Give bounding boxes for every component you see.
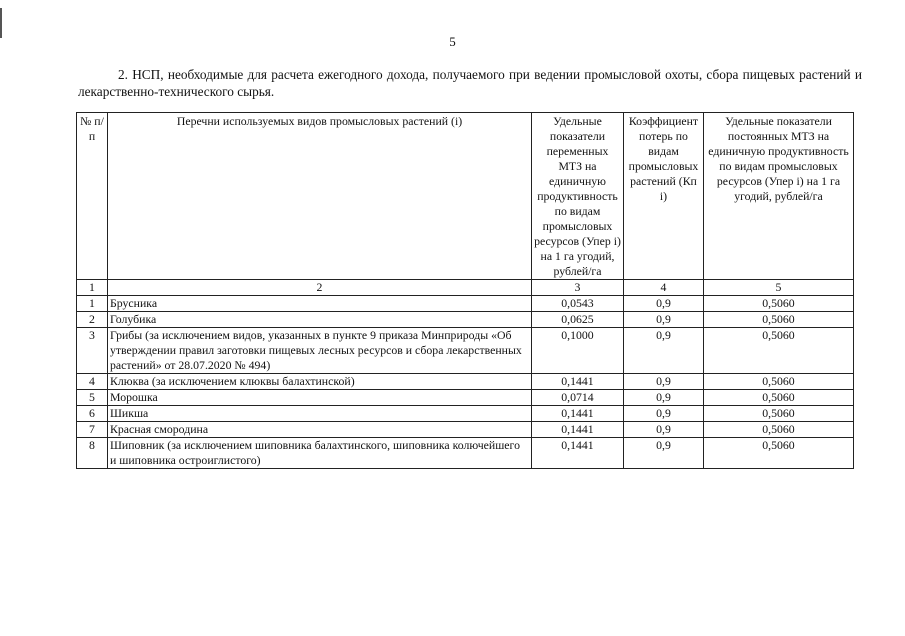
- column-number: 1: [77, 280, 108, 296]
- header-constant-costs: Удельные показатели постоянных МТЗ на единичную продуктивность по видам промысловых ресурсов (Упер i) на 1 га угодий, рублей/га: [704, 113, 854, 280]
- loss-coefficient-cell: 0,9: [624, 390, 704, 406]
- column-number-row: [77, 280, 854, 296]
- header-loss-coefficient: Коэффициент потерь по видам промысловых растений (Кп i): [624, 113, 704, 280]
- plant-name-cell: Грибы (за исключением видов, указанных в пункте 9 приказа Минприроды «Об утверждении правил заготовки пищевых лесных ресурсов и сбора лекарственных растений» от 28.07.2020 № 494): [108, 328, 532, 374]
- variable-cost-cell: 0,0543: [532, 296, 624, 312]
- table-row: [77, 422, 854, 438]
- norms-table: [76, 112, 854, 469]
- plant-name-cell: Красная смородина: [108, 422, 532, 438]
- plant-name-cell: Морошка: [108, 390, 532, 406]
- constant-cost-cell: 0,5060: [704, 406, 854, 422]
- row-number-cell: 2: [77, 312, 108, 328]
- table-header-row: [77, 113, 854, 280]
- constant-cost-cell: 0,5060: [704, 328, 854, 374]
- variable-cost-cell: 0,1441: [532, 406, 624, 422]
- column-number: 4: [624, 280, 704, 296]
- plant-name-cell: Брусника: [108, 296, 532, 312]
- header-plant-types: Перечни используемых видов промысловых растений (i): [108, 113, 532, 280]
- constant-cost-cell: 0,5060: [704, 374, 854, 390]
- constant-cost-cell: 0,5060: [704, 422, 854, 438]
- plant-name-cell: Клюква (за исключением клюквы балахтинской): [108, 374, 532, 390]
- variable-cost-cell: 0,1000: [532, 328, 624, 374]
- constant-cost-cell: 0,5060: [704, 296, 854, 312]
- loss-coefficient-cell: 0,9: [624, 438, 704, 469]
- row-number-cell: 5: [77, 390, 108, 406]
- header-variable-costs: Удельные показатели переменных МТЗ на единичную продуктивность по видам промысловых ресурсов (Упер i) на 1 га угодий, рублей/га: [532, 113, 624, 280]
- row-number-cell: 7: [77, 422, 108, 438]
- row-number-cell: 1: [77, 296, 108, 312]
- loss-coefficient-cell: 0,9: [624, 312, 704, 328]
- header-number: № п/п: [77, 113, 108, 280]
- variable-cost-cell: 0,1441: [532, 374, 624, 390]
- row-number-cell: 6: [77, 406, 108, 422]
- table-row: [77, 312, 854, 328]
- row-number-cell: 4: [77, 374, 108, 390]
- column-number: 3: [532, 280, 624, 296]
- loss-coefficient-cell: 0,9: [624, 422, 704, 438]
- column-number: 5: [704, 280, 854, 296]
- table-row: [77, 406, 854, 422]
- variable-cost-cell: 0,0625: [532, 312, 624, 328]
- constant-cost-cell: 0,5060: [704, 312, 854, 328]
- plant-name-cell: Шикша: [108, 406, 532, 422]
- column-number: 2: [108, 280, 532, 296]
- constant-cost-cell: 0,5060: [704, 390, 854, 406]
- table-row: [77, 374, 854, 390]
- table-row: [77, 390, 854, 406]
- row-number-cell: 8: [77, 438, 108, 469]
- variable-cost-cell: 0,0714: [532, 390, 624, 406]
- table-row: [77, 296, 854, 312]
- table-row: [77, 328, 854, 374]
- variable-cost-cell: 0,1441: [532, 422, 624, 438]
- plant-name-cell: Шиповник (за исключением шиповника балахтинского, шиповника колючейшего и шиповника остроиглистого): [108, 438, 532, 469]
- table-row: [77, 438, 854, 469]
- loss-coefficient-cell: 0,9: [624, 374, 704, 390]
- loss-coefficient-cell: 0,9: [624, 406, 704, 422]
- row-number-cell: 3: [77, 328, 108, 374]
- page-number: 5: [449, 34, 456, 49]
- intro-paragraph: 2. НСП, необходимые для расчета ежегодного дохода, получаемого при ведении промысловой охоты, сбора пищевых растений и лекарственно-технического сырья.: [78, 67, 862, 99]
- constant-cost-cell: 0,5060: [704, 438, 854, 469]
- loss-coefficient-cell: 0,9: [624, 328, 704, 374]
- plant-name-cell: Голубика: [108, 312, 532, 328]
- variable-cost-cell: 0,1441: [532, 438, 624, 469]
- loss-coefficient-cell: 0,9: [624, 296, 704, 312]
